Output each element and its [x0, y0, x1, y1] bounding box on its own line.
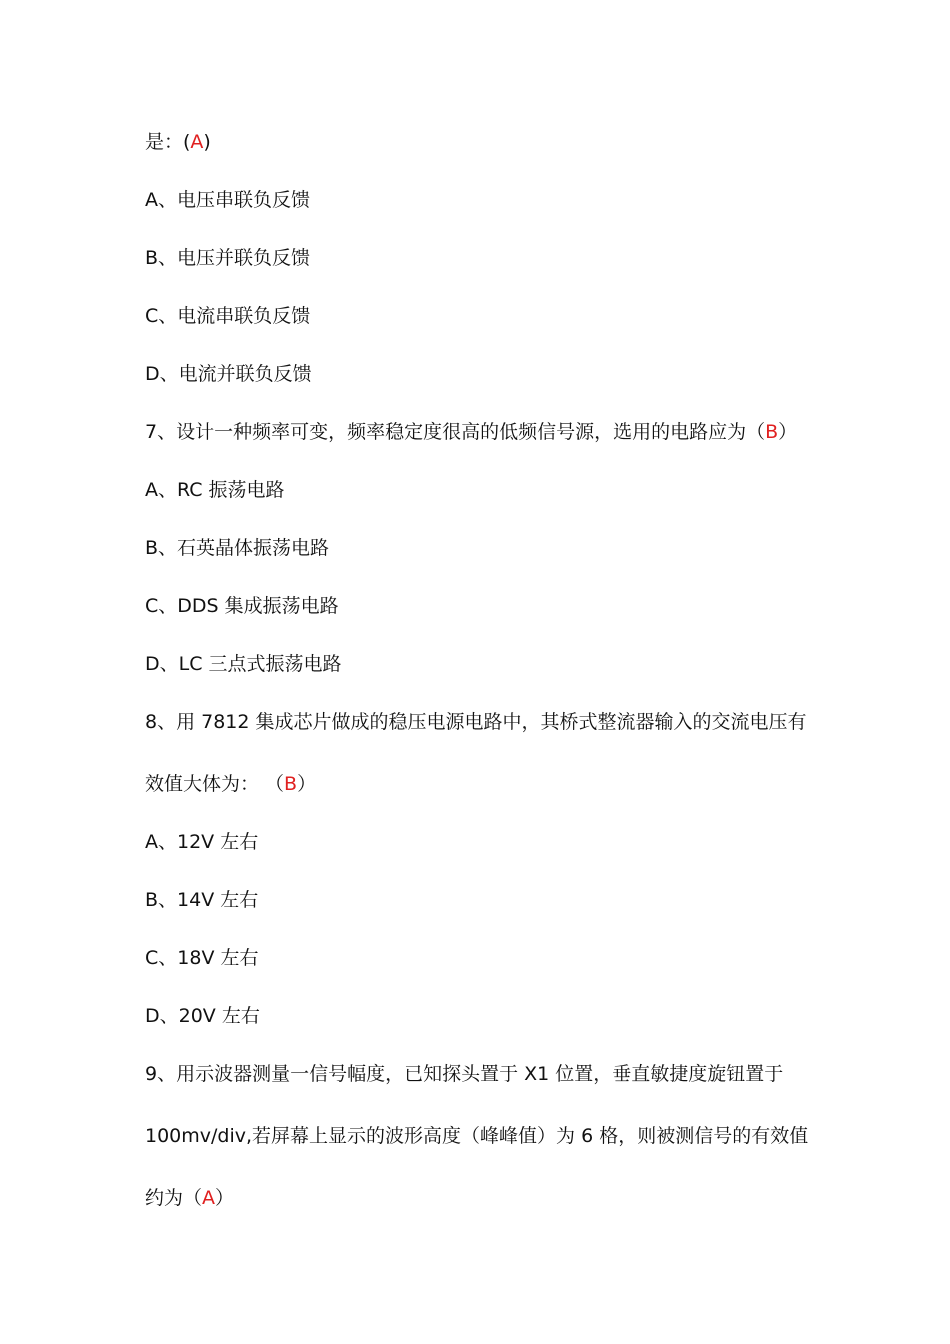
q9-question-line2: 100mv/div,若屏幕上显示的波形高度（峰峰值）为 6 格，则被测信号的有效值	[145, 1125, 809, 1147]
q8-text: 效值大体为： （	[145, 773, 285, 795]
q9-question-line1: 9、用示波器测量一信号幅度，已知探头置于 X1 位置，垂直敏捷度旋钮置于	[145, 1063, 784, 1085]
q8-option-b: B、14V 左右	[145, 889, 259, 911]
q8-close: ）	[297, 773, 317, 795]
q8-option-a: A、12V 左右	[145, 831, 259, 853]
q9-answer: A	[202, 1187, 216, 1209]
q6-question-tail	[145, 130, 211, 154]
q7-close: ）	[778, 421, 798, 443]
q8-option-d: D、20V 左右	[145, 1005, 260, 1027]
q7-option-d: D、LC 三点式振荡电路	[145, 653, 342, 675]
q6-close: )	[203, 131, 211, 153]
q7-option-c: C、DDS 集成振荡电路	[145, 595, 339, 617]
q7-text: 7、设计一种频率可变，频率稳定度很高的低频信号源，选用的电路应为（	[145, 421, 766, 443]
q8-question-line1: 8、用 7812 集成芯片做成的稳压电源电路中，其桥式整流器输入的交流电压有	[145, 711, 807, 733]
q9-close: ）	[215, 1187, 235, 1209]
q9-text: 约为（	[145, 1187, 203, 1209]
q6-tail-text: 是：(	[145, 131, 191, 153]
q7-question	[145, 420, 797, 444]
q6-option-b: B、电压并联负反馈	[145, 247, 311, 269]
q6-answer: A	[190, 131, 204, 153]
q7-option-a: A、RC 振荡电路	[145, 479, 285, 501]
q6-option-a: A、电压串联负反馈	[145, 189, 310, 211]
q7-answer: B	[765, 421, 779, 443]
q8-question-line2	[145, 772, 316, 796]
q8-option-c: C、18V 左右	[145, 947, 259, 969]
q9-question-line3	[145, 1186, 234, 1210]
q6-option-c: C、电流串联负反馈	[145, 305, 311, 327]
q6-option-d: D、电流并联负反馈	[145, 363, 312, 385]
q8-answer: B	[284, 773, 298, 795]
q7-option-b: B、石英晶体振荡电路	[145, 537, 330, 559]
